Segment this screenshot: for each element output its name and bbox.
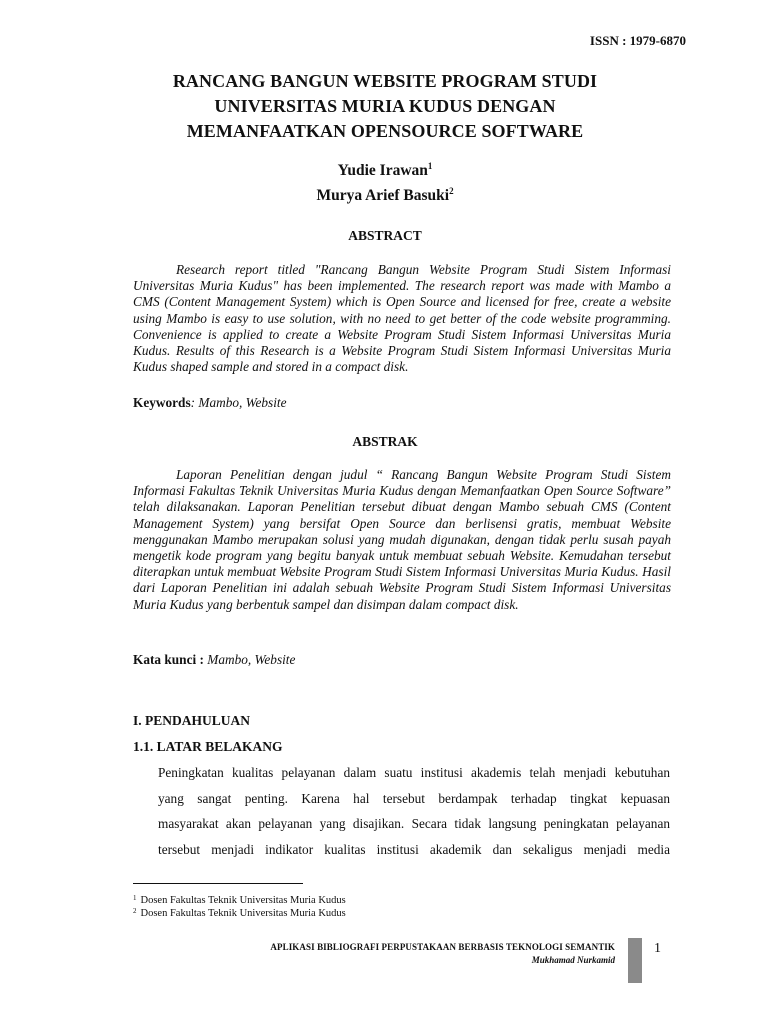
footnote-number: 1 xyxy=(133,894,137,902)
title-line: UNIVERSITAS MURIA KUDUS DENGAN xyxy=(214,96,556,116)
footer-accent-bar xyxy=(628,938,642,983)
paper-title xyxy=(0,69,770,144)
subsection-heading: 1.1. LATAR BELAKANG xyxy=(133,739,283,754)
author-name: Yudie Irawan xyxy=(337,162,428,179)
issn-number: ISSN : 1979-6870 xyxy=(589,33,686,48)
abstract-keywords xyxy=(133,395,287,411)
footnote-text: Dosen Fakultas Teknik Universitas Muria Kudus xyxy=(140,895,346,906)
body-text-line: yang sangat penting. Karena hal tersebut berdampak terhadap tingkat kepuasan xyxy=(158,791,670,806)
section-heading: I. PENDAHULUAN xyxy=(133,713,251,728)
abstract-heading: ABSTRACT xyxy=(348,228,422,243)
abstrak-text: Laporan Penelitian dengan judul “ Rancang Bangun Website Program Studi Sistem Informasi Fakultas Teknik Universitas Muria Kudus dengan Memanfaatkan Open Source Software” telah dilaksanakan. Laporan Penelitian tersebut dibuat dengan Mambo sebuah CMS (Content Management System) yang bersifat Open Source dan berlisensi gratis, membuat Website menggunakan Mambo merupakan solusi yang mudah digunakan, dengan tidak perlu susah payah mengetik kode program yang begitu banyak untuk membuat sebuah Website. Kemudahan tersebut diterapkan untuk membuat Website Program Studi Sistem Informasi Universitas Muria Kudus. Hasil dari Laporan Penelitian ini adalah sebuah Website Program Studi Sistem Informasi Universitas Muria Kudus yang berbentuk sampel dan disimpan dalam compact disk. xyxy=(133,467,671,612)
author-affiliation-mark: 2 xyxy=(449,186,454,196)
title-line: MEMANFAATKAN OPENSOURCE SOFTWARE xyxy=(186,121,584,141)
keywords-value: : Mambo, Website xyxy=(190,395,287,410)
body-text-line: Peningkatan kualitas pelayanan dalam suatu institusi akademis telah menjadi kebutuhan xyxy=(158,765,670,780)
author xyxy=(0,156,770,181)
footnote xyxy=(133,905,346,920)
abstrak-heading: ABSTRAK xyxy=(352,434,418,449)
keywords-label: Keywords xyxy=(133,395,191,410)
title-line: RANCANG BANGUN WEBSITE PROGRAM STUDI xyxy=(172,71,598,91)
body-text-line: tersebut menjadi indikator kualitas institusi akademik dan sekaligus menjadi media xyxy=(158,842,670,857)
footnote-text: Dosen Fakultas Teknik Universitas Muria Kudus xyxy=(140,908,346,919)
author-list xyxy=(0,156,770,206)
footnote-divider xyxy=(133,883,303,884)
author xyxy=(0,181,770,206)
abstrak-keywords xyxy=(133,652,295,668)
keywords-label: Kata kunci : xyxy=(133,652,204,667)
footer-journal-title: APLIKASI BIBLIOGRAFI PERPUSTAKAAN BERBASIS TEKNOLOGI SEMANTIK xyxy=(270,942,615,952)
abstract-text: Research report titled "Rancang Bangun Website Program Studi Sistem Informasi Universitas Muria Kudus" has been implemented. The research report was made with Mambo a CMS (Content Management System) which is Open Source and licensed for free, create a website using Mambo is easy to use solution, with no need to get better of the code website programming. Convenience is applied to create a Website Program Studi Sistem Informasi Universitas Muria Kudus. Results of this Research is a Website Program Studi Sistem Informasi Universitas Muria Kudus shaped sample and stored in a compact disk. xyxy=(133,262,671,375)
keywords-value: Mambo, Website xyxy=(203,652,296,667)
page-number: 1 xyxy=(654,941,661,956)
footnote-number: 2 xyxy=(133,907,137,915)
author-affiliation-mark: 1 xyxy=(427,161,433,171)
author-name: Murya Arief Basuki xyxy=(316,187,450,204)
footer-author: Mukhamad Nurkamid xyxy=(531,955,615,965)
body-text-line: masyarakat akan pelayanan yang disajikan. Secara tidak langsung peningkatan pelayanan xyxy=(158,816,670,831)
